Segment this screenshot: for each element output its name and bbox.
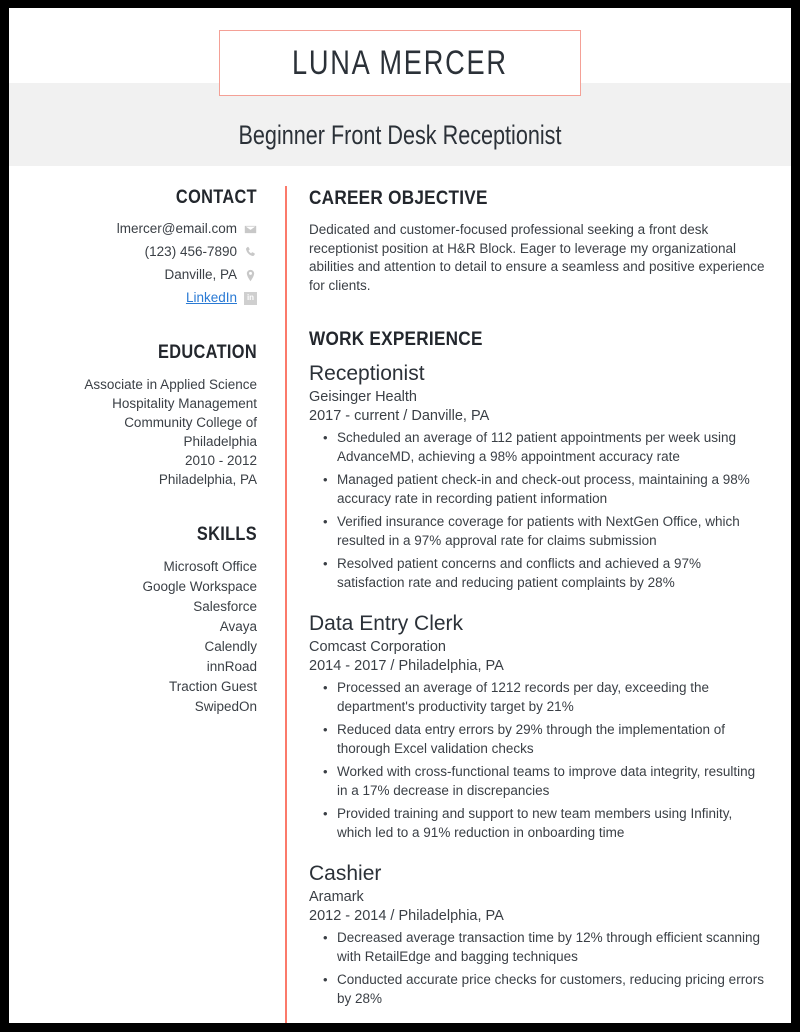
phone-icon bbox=[244, 246, 257, 259]
skills-heading: SKILLS bbox=[196, 524, 257, 545]
contact-item-location bbox=[21, 266, 257, 284]
job-dates-location: 2014 - 2017 / Philadelphia, PA bbox=[309, 658, 504, 674]
candidate-name: LUNA MERCER bbox=[292, 43, 508, 82]
contact-location-text: Danville, PA bbox=[164, 267, 237, 282]
work-experience-heading: WORK EXPERIENCE bbox=[309, 328, 483, 350]
contact-item-linkedin[interactable] bbox=[21, 289, 257, 307]
map-pin-icon bbox=[244, 269, 257, 282]
list-item: Calendly bbox=[204, 639, 257, 654]
envelope-icon bbox=[244, 223, 257, 236]
career-objective-text: Dedicated and customer-focused professional seeking a front desk receptionist position at H&R Block. Eager to leverage my organizational abilities and attention to detail to ensure a seamless and positive experience for clients. bbox=[309, 222, 765, 293]
job-company: Comcast Corporation bbox=[309, 639, 446, 655]
education-line: Philadelphia, PA bbox=[158, 472, 257, 487]
resume-header bbox=[9, 8, 791, 166]
skills-list bbox=[21, 557, 257, 717]
candidate-job-title: Beginner Front Desk Receptionist bbox=[238, 120, 562, 150]
list-item: • Scheduled an average of 112 patient appointments per week using AdvanceMD, achieving a 98% appointment accuracy rate bbox=[337, 429, 767, 466]
list-item: • Conducted accurate price checks for customers, reducing pricing errors by 28% bbox=[337, 971, 767, 1008]
linkedin-icon[interactable] bbox=[244, 292, 257, 305]
job-dates-location: 2012 - 2014 / Philadelphia, PA bbox=[309, 908, 504, 924]
job-company: Aramark bbox=[309, 889, 364, 905]
list-item: Avaya bbox=[219, 619, 257, 634]
education-line: Community College of bbox=[124, 415, 257, 430]
list-item: • Reduced data entry errors by 29% through the implementation of thorough Excel validation checks bbox=[337, 721, 767, 758]
linkedin-badge-label: in bbox=[244, 292, 257, 305]
contact-linkedin-link[interactable]: LinkedIn bbox=[185, 290, 237, 305]
contact-phone-text: (123) 456-7890 bbox=[144, 244, 237, 259]
contact-item-phone bbox=[21, 243, 257, 261]
contact-heading: CONTACT bbox=[175, 187, 257, 208]
job-bullet-list bbox=[309, 929, 767, 1008]
education-line: Hospitality Management bbox=[112, 396, 257, 411]
resume-body bbox=[9, 166, 791, 1023]
job-bullet-list bbox=[309, 429, 767, 592]
job-bullet-list bbox=[309, 679, 767, 842]
list-item: • Verified insurance coverage for patients with NextGen Office, which resulted in a 97% approval rate for claims submission bbox=[337, 513, 767, 550]
education-line: 2010 - 2012 bbox=[184, 453, 257, 468]
list-item: • Managed patient check-in and check-out process, maintaining a 98% accuracy rate in recording patient information bbox=[337, 471, 767, 508]
job-role: Receptionist bbox=[309, 362, 425, 385]
education-heading: EDUCATION bbox=[157, 342, 257, 363]
education-line: Philadelphia bbox=[183, 434, 257, 449]
list-item: • Decreased average transaction time by 12% through efficient scanning with RetailEdge and bagging techniques bbox=[337, 929, 767, 966]
name-box bbox=[219, 30, 581, 96]
job-role: Data Entry Clerk bbox=[309, 612, 464, 635]
list-item: • Resolved patient concerns and conflicts and achieved a 97% satisfaction rate and reducing patient complaints by 28% bbox=[337, 555, 767, 592]
contact-email-text: lmercer@email.com bbox=[116, 221, 237, 236]
experience-entry bbox=[309, 612, 767, 842]
list-item: Salesforce bbox=[193, 599, 257, 614]
list-item: Microsoft Office bbox=[163, 559, 257, 574]
education-block bbox=[21, 375, 257, 489]
education-line: Associate in Applied Science bbox=[84, 377, 257, 392]
experience-entry bbox=[309, 362, 767, 592]
list-item: Traction Guest bbox=[168, 679, 257, 694]
experience-entry bbox=[309, 862, 767, 1008]
main-content bbox=[287, 166, 791, 1023]
contact-item-email bbox=[21, 220, 257, 238]
list-item: • Processed an average of 1212 records per day, exceeding the department's productivity target by 21% bbox=[337, 679, 767, 716]
job-company: Geisinger Health bbox=[309, 389, 417, 405]
list-item: • Provided training and support to new team members using Infinity, which led to a 91% reduction in onboarding time bbox=[337, 805, 767, 842]
job-dates-location: 2017 - current / Danville, PA bbox=[309, 408, 490, 424]
list-item: SwipedOn bbox=[194, 699, 257, 714]
job-role: Cashier bbox=[309, 862, 382, 885]
list-item: • Worked with cross-functional teams to improve data integrity, resulting in a 17% decrease in discrepancies bbox=[337, 763, 767, 800]
list-item: innRoad bbox=[206, 659, 257, 674]
resume-sheet bbox=[9, 8, 791, 1023]
list-item: Google Workspace bbox=[142, 579, 257, 594]
career-objective-heading: CAREER OBJECTIVE bbox=[309, 187, 488, 209]
sidebar bbox=[9, 166, 285, 1023]
